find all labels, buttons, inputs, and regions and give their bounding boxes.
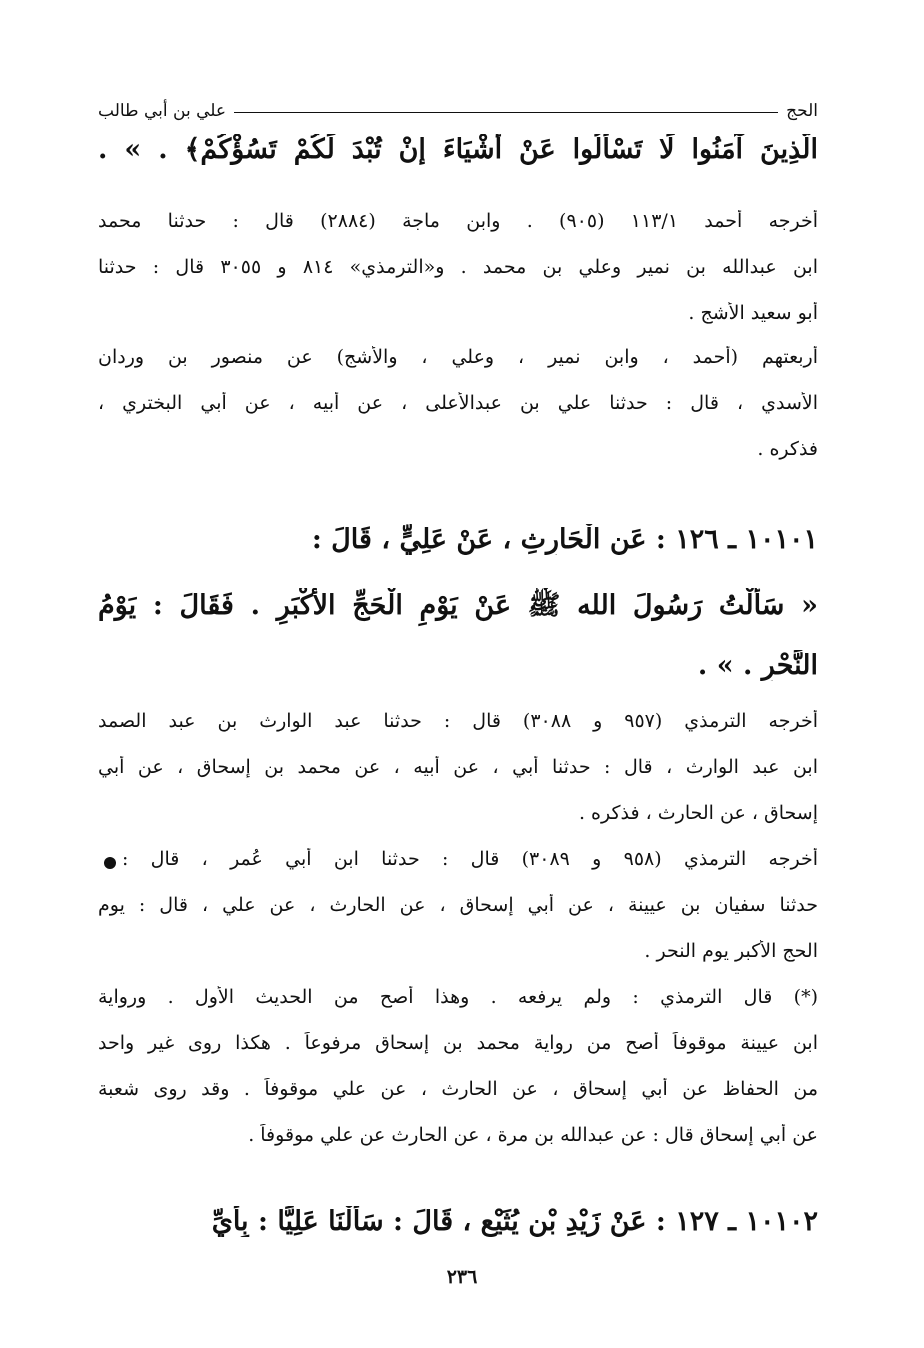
takhrij-line: فذكره . xyxy=(757,438,818,460)
note-line: عن أبي إسحاق قال : عن عبدالله بن مرة ، عن الحارث عن علي موقوفاً . xyxy=(248,1124,818,1146)
hadith-heading: ١٠١٠٢ ـ ١٢٧ : عَنْ زَيْدِ بْنِ يُثَيْعٍ ، قَالَ : سَأَلْنَا عَلِيًّا : بِأَيِّ xyxy=(211,1206,818,1237)
takhrij-line: ابن عبد الوارث ، قال : حدثنا أبي ، عن أبيه ، عن محمد بن إسحاق ، عن أبي xyxy=(98,756,818,778)
header-narrator: علي بن أبي طالب xyxy=(98,101,227,121)
takhrij-line: أبو سعيد الأشج . xyxy=(688,302,818,324)
hadith-heading: ١٠١٠١ ـ ١٢٦ : عَنِ الْحَارِثِ ، عَنْ عَلِيٍّ ، قَالَ : xyxy=(311,524,818,555)
takhrij-line: إسحاق ، عن الحارث ، فذكره . xyxy=(578,802,818,824)
takhrij-line: ابن عبدالله بن نمير وعلي بن محمد . و«الترمذي» ٨١٤ و ٣٠٥٥ قال : حدثنا xyxy=(98,256,818,278)
takhrij-line: أخرجه الترمذي (٩٥٨ و ٣٠٨٩) قال : حدثنا ابن أبي عُمر ، قال : xyxy=(122,848,818,870)
hadith-text-line: النَّحْرِ . » . xyxy=(697,650,818,681)
note-line: (*) قال الترمذي : ولم يرفعه . وهذا أصح من الحديث الأول . ورواية xyxy=(98,986,818,1008)
page-number: ٢٣٦ xyxy=(446,1266,478,1288)
header-rule xyxy=(234,112,778,113)
takhrij-line: الأسدي ، قال : حدثنا علي بن عبدالأعلى ، عن أبيه ، عن أبي البختري ، xyxy=(98,392,818,414)
running-header xyxy=(98,96,818,126)
quran-verse-line: الَّذِينَ آمَنُوا لَا تَسْأَلُوا عَنْ أَشْيَاءَ إِنْ تُبْدَ لَكُمْ تَسُؤْكُمْ﴾ . » . xyxy=(98,134,818,165)
note-line: ابن عيينة موقوفاً أصح من رواية محمد بن إسحاق مرفوعاً . هكذا روى غير واحد xyxy=(98,1032,818,1054)
takhrij-line: أخرجه الترمذي (٩٥٧ و ٣٠٨٨) قال : حدثنا عبد الوارث بن عبد الصمد xyxy=(98,710,818,732)
hadith-text-line: « سَأَلْتُ رَسُولَ الله ﷺ عَنْ يَوْمِ الْحَجِّ الأَكْبَرِ . فَقَالَ : يَوْمُ xyxy=(98,590,818,621)
takhrij-line: أربعتهم (أحمد ، وابن نمير ، وعلي ، والأشج) عن منصور بن وردان xyxy=(98,346,818,368)
header-chapter: الحج xyxy=(786,101,818,121)
bullet-marker xyxy=(104,857,116,869)
note-line: من الحفاظ عن أبي إسحاق ، عن الحارث ، عن علي موقوفاً . وقد روى شعبة xyxy=(98,1078,818,1100)
takhrij-line: الحج الأكبر يوم النحر . xyxy=(644,940,818,962)
takhrij-line: أخرجه أحمد ١١٣/١ (٩٠٥) . وابن ماجة (٢٨٨٤) قال : حدثنا محمد xyxy=(98,210,818,232)
takhrij-line: حدثنا سفيان بن عيينة ، عن أبي إسحاق ، عن الحارث ، عن علي ، قال : يوم xyxy=(98,894,818,916)
